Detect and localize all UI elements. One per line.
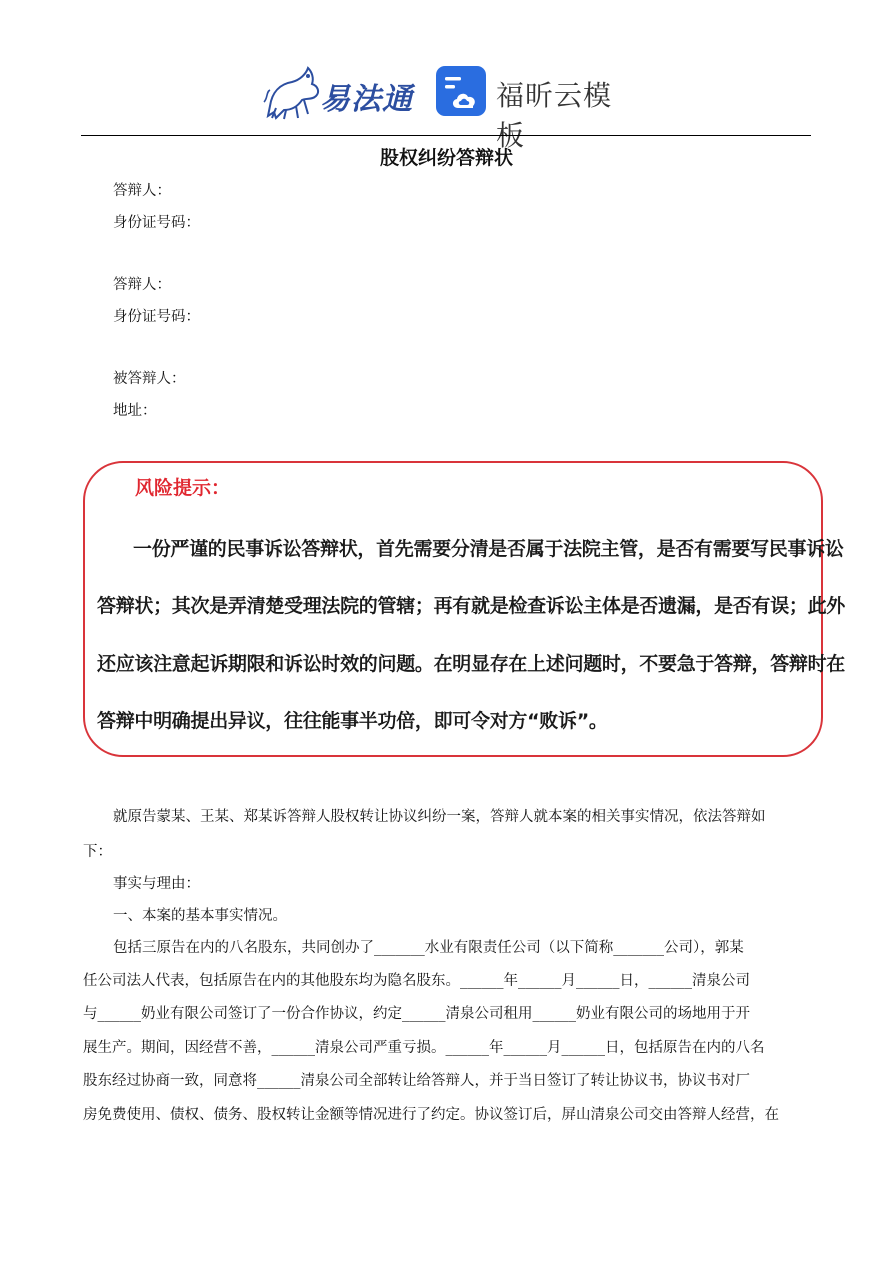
risk-warning-line: 答辩状；其次是弄清楚受理法院的管辖；再有就是检查诉讼主体是否遗漏，是否有误；此外 <box>97 595 846 617</box>
body-paragraph-line: 与______奶业有限公司签订了一份合作协议，约定______清泉公司租用______奶业有限公司的场地用于开 <box>83 1006 750 1022</box>
fuxin-logo <box>436 64 636 152</box>
id-number-label: 身份证号码： <box>113 215 200 231</box>
qilin-icon <box>262 62 322 120</box>
body-paragraph-line: 就原告蒙某、王某、郑某诉答辩人股权转让协议纠纷一案，答辩人就本案的相关事实情况，依法答辩如 <box>113 809 766 825</box>
document-title: 股权纠纷答辩状 <box>379 147 513 169</box>
section-heading: 一、本案的基本事实情况。 <box>113 908 287 924</box>
section-heading: 事实与理由： <box>113 876 200 892</box>
fuxin-cloud-icon <box>436 66 486 116</box>
body-paragraph-line: 任公司法人代表，包括原告在内的其他股东均为隐名股东。______年______月______日，______清泉公司 <box>83 973 750 989</box>
header-divider <box>81 135 811 136</box>
yifatong-logo <box>262 62 414 120</box>
body-paragraph-line: 下： <box>83 844 112 860</box>
body-paragraph-line: 展生产。期间，因经营不善，______清泉公司严重亏损。______年______月______日，包括原告在内的八名 <box>83 1040 765 1056</box>
body-paragraph-line: 包括三原告在内的八名股东，共同创办了_______水业有限责任公司（以下简称_______公司），郭某 <box>113 940 744 956</box>
risk-warning-line: 还应该注意起诉期限和诉讼时效的问题。在明显存在上述问题时，不要急于答辩，答辩时在 <box>97 653 846 675</box>
risk-warning-line: 一份严谨的民事诉讼答辩状，首先需要分清是否属于法院主管，是否有需要写民事诉讼 <box>133 538 844 560</box>
body-paragraph-line: 房免费使用、债权、债务、股权转让金额等情况进行了约定。协议签订后，屏山清泉公司交由答辩人经营，在 <box>83 1107 779 1123</box>
risk-warning-box <box>83 461 846 757</box>
risk-warning-title: 风险提示： <box>135 477 231 499</box>
yifatong-logo-text: 易法通 <box>320 82 413 117</box>
respondent-label: 答辩人： <box>113 183 171 199</box>
id-number-label: 身份证号码： <box>113 309 200 325</box>
body-paragraph-line: 股东经过协商一致，同意将______清泉公司全部转让给答辩人，并于当日签订了转让协议书，协议书对厂 <box>83 1073 750 1089</box>
page-header <box>0 56 893 152</box>
address-label: 地址： <box>113 403 157 419</box>
plaintiff-label: 被答辩人： <box>113 371 186 387</box>
fuxin-logo-text: 福昕云模板 <box>496 79 613 152</box>
respondent-label: 答辩人： <box>113 277 171 293</box>
risk-warning-line: 答辩中明确提出异议，往往能事半功倍，即可令对方“败诉”。 <box>97 710 608 732</box>
